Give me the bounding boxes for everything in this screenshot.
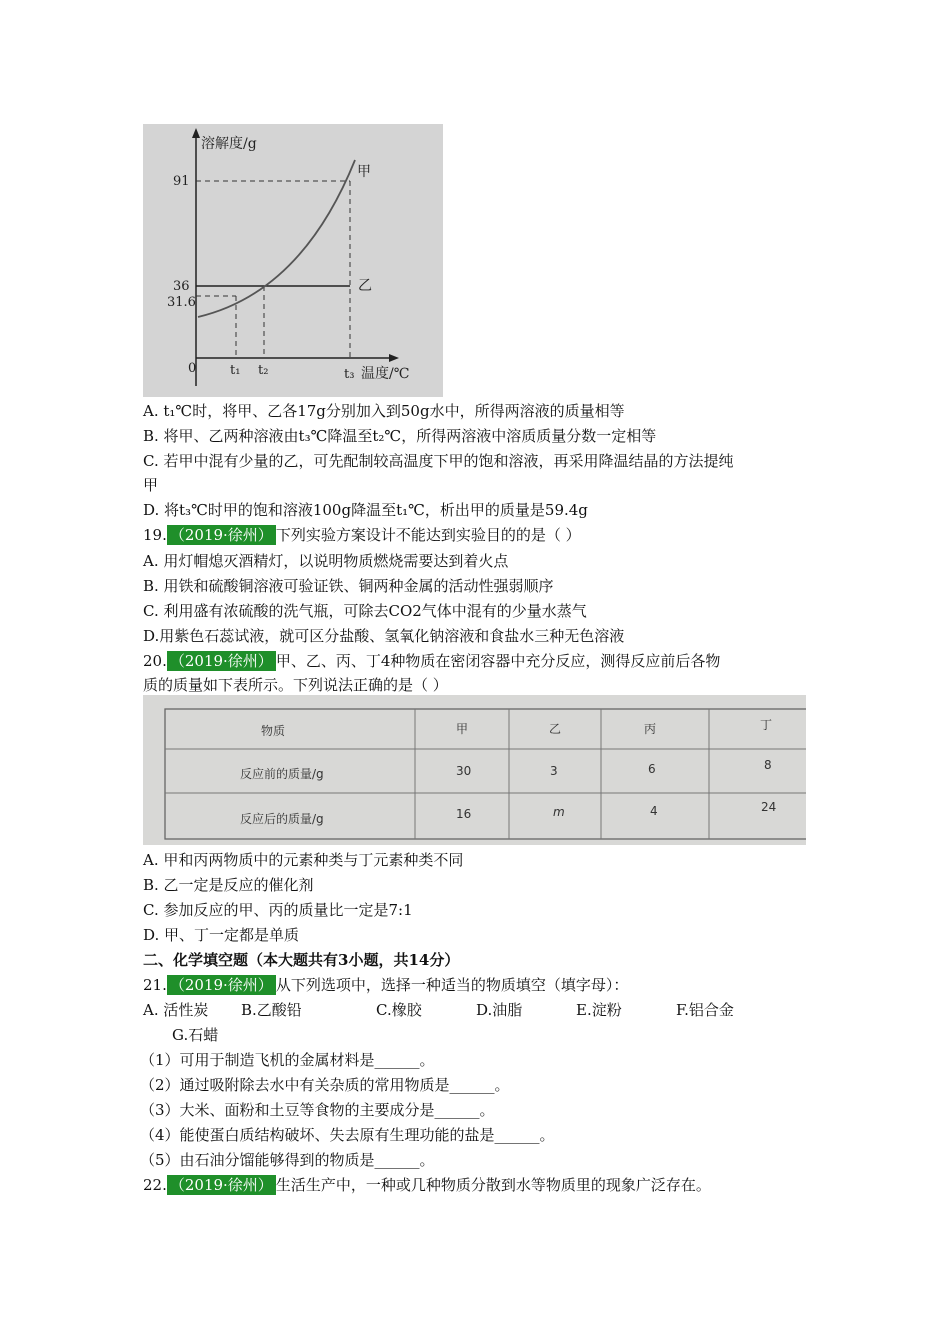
table-row-before-label: 反应前的质量/g bbox=[240, 767, 324, 781]
section-heading: 二、化学填空题（本大题共有3小题，共14分） bbox=[143, 951, 460, 969]
y-tick-31.6: 31.6 bbox=[167, 295, 196, 310]
q19-option-d: D.用紫色石蕊试液，就可区分盐酸、氢氧化钠溶液和食盐水三种无色溶液 bbox=[143, 627, 625, 645]
series-jia-label: 甲 bbox=[357, 164, 371, 180]
q22-text: 生活生产中，一种或几种物质分散到水等物质里的现象广泛存在。 bbox=[275, 1176, 711, 1194]
q20-text: 甲、乙、丙、丁4种物质在密闭容器中充分反应，测得反应前后各物 bbox=[275, 652, 721, 670]
y-axis-label: 溶解度/g bbox=[201, 136, 257, 152]
q21-blank-4: （4）能使蛋白质结构破坏、失去原有生理功能的盐是______。 bbox=[140, 1126, 555, 1144]
q22-source-tag: （2019·徐州） bbox=[167, 1175, 276, 1195]
q18-option-c: C. 若甲中混有少量的乙，可先配制较高温度下甲的饱和溶液，再采用降温结晶的方法提纯 bbox=[143, 452, 734, 470]
q21-blank-3: （3）大米、面粉和土豆等食物的主要成分是______。 bbox=[140, 1101, 495, 1119]
q20-option-c: C. 参加反应的甲、丙的质量比一定是7:1 bbox=[143, 901, 413, 919]
q20-number: 20. bbox=[143, 652, 167, 670]
q20-stem bbox=[143, 651, 720, 671]
q21-blank-5: （5）由石油分馏能够得到的物质是______。 bbox=[140, 1151, 435, 1169]
x-tick-t1: t₁ bbox=[230, 363, 241, 378]
q20-option-b: B. 乙一定是反应的催化剂 bbox=[143, 876, 314, 894]
q20-option-a: A. 甲和丙两物质中的元素种类与丁元素种类不同 bbox=[143, 851, 464, 869]
table-header-bing: 丙 bbox=[644, 722, 657, 736]
q21-choice-f: F.铝合金 bbox=[676, 1001, 734, 1019]
table-cell-after-ding: 24 bbox=[761, 800, 777, 814]
y-tick-91: 91 bbox=[173, 174, 190, 189]
q19-option-c: C. 利用盛有浓硫酸的洗气瓶，可除去CO2气体中混有的少量水蒸气 bbox=[143, 602, 587, 620]
q20-option-d: D. 甲、丁一定都是单质 bbox=[143, 926, 300, 944]
series-jia-curve bbox=[198, 160, 355, 317]
table-cell-after-jia: 16 bbox=[456, 807, 472, 821]
table-cell-before-ding: 8 bbox=[764, 758, 772, 772]
q20-source-tag: （2019·徐州） bbox=[167, 651, 276, 671]
origin-label: 0 bbox=[188, 361, 197, 376]
y-tick-36: 36 bbox=[173, 279, 190, 294]
q21-number: 21. bbox=[143, 976, 167, 994]
q21-blank-1: （1）可用于制造飞机的金属材料是______。 bbox=[140, 1051, 435, 1069]
q21-choice-e: E.淀粉 bbox=[576, 1001, 622, 1019]
q21-choice-c: C.橡胶 bbox=[376, 1001, 422, 1019]
q18-option-c-cont: 甲 bbox=[143, 476, 159, 494]
q21-blank-2: （2）通过吸附除去水中有关杂质的常用物质是______。 bbox=[140, 1076, 510, 1094]
table-cell-before-jia: 30 bbox=[456, 764, 472, 778]
table-cell-before-bing: 6 bbox=[648, 762, 656, 776]
table-header-substance: 物质 bbox=[261, 724, 286, 738]
q19-stem bbox=[143, 525, 581, 545]
y-axis-arrow bbox=[192, 128, 200, 138]
x-axis-label: 温度/℃ bbox=[361, 366, 410, 382]
table-row-after-label: 反应后的质量/g bbox=[240, 812, 324, 826]
q21-choice-b: B.乙酸铅 bbox=[241, 1001, 302, 1019]
q18-option-b: B. 将甲、乙两种溶液由t₃℃降温至t₂℃，所得两溶液中溶质质量分数一定相等 bbox=[143, 427, 657, 445]
q22-stem bbox=[143, 1175, 711, 1195]
x-tick-t2: t₂ bbox=[258, 363, 269, 378]
table-header-yi: 乙 bbox=[549, 722, 562, 736]
q20-stem-cont: 质的质量如下表所示。下列说法正确的是（ ） bbox=[143, 676, 448, 694]
q19-text: 下列实验方案设计不能达到实验目的的是（ ） bbox=[275, 526, 581, 544]
table-cell-after-bing: 4 bbox=[650, 804, 658, 818]
q21-source-tag: （2019·徐州） bbox=[167, 975, 276, 995]
table-cell-after-yi: m bbox=[553, 805, 565, 819]
q19-option-a: A. 用灯帽熄灭酒精灯，以说明物质燃烧需要达到着火点 bbox=[143, 552, 509, 570]
table-cell-before-yi: 3 bbox=[550, 764, 558, 778]
q18-option-d: D. 将t₃℃时甲的饱和溶液100g降温至t₁℃，析出甲的质量是59.4g bbox=[143, 501, 588, 519]
table-header-jia: 甲 bbox=[456, 722, 469, 736]
q21-choice-a: A. 活性炭 bbox=[143, 1001, 209, 1019]
solubility-graph bbox=[143, 124, 443, 397]
q22-number: 22. bbox=[143, 1176, 167, 1194]
q21-choices bbox=[143, 1000, 734, 1020]
q19-number: 19. bbox=[143, 526, 167, 544]
x-tick-t3: t₃ bbox=[344, 367, 355, 382]
q21-choice-d: D.油脂 bbox=[476, 1001, 523, 1019]
q19-source-tag: （2019·徐州） bbox=[167, 525, 276, 545]
q19-option-b: B. 用铁和硫酸铜溶液可验证铁、铜两种金属的活动性强弱顺序 bbox=[143, 577, 554, 595]
q18-option-a: A. t₁℃时，将甲、乙各17g分别加入到50g水中，所得两溶液的质量相等 bbox=[143, 402, 625, 420]
q21-choice-g: G.石蜡 bbox=[172, 1026, 219, 1044]
x-axis-arrow bbox=[389, 354, 399, 362]
mass-table bbox=[143, 695, 806, 845]
q21-stem bbox=[143, 975, 628, 995]
table-header-ding: 丁 bbox=[760, 718, 773, 732]
series-yi-label: 乙 bbox=[358, 278, 372, 294]
q21-text: 从下列选项中，选择一种适当的物质填空（填字母）： bbox=[275, 976, 629, 994]
